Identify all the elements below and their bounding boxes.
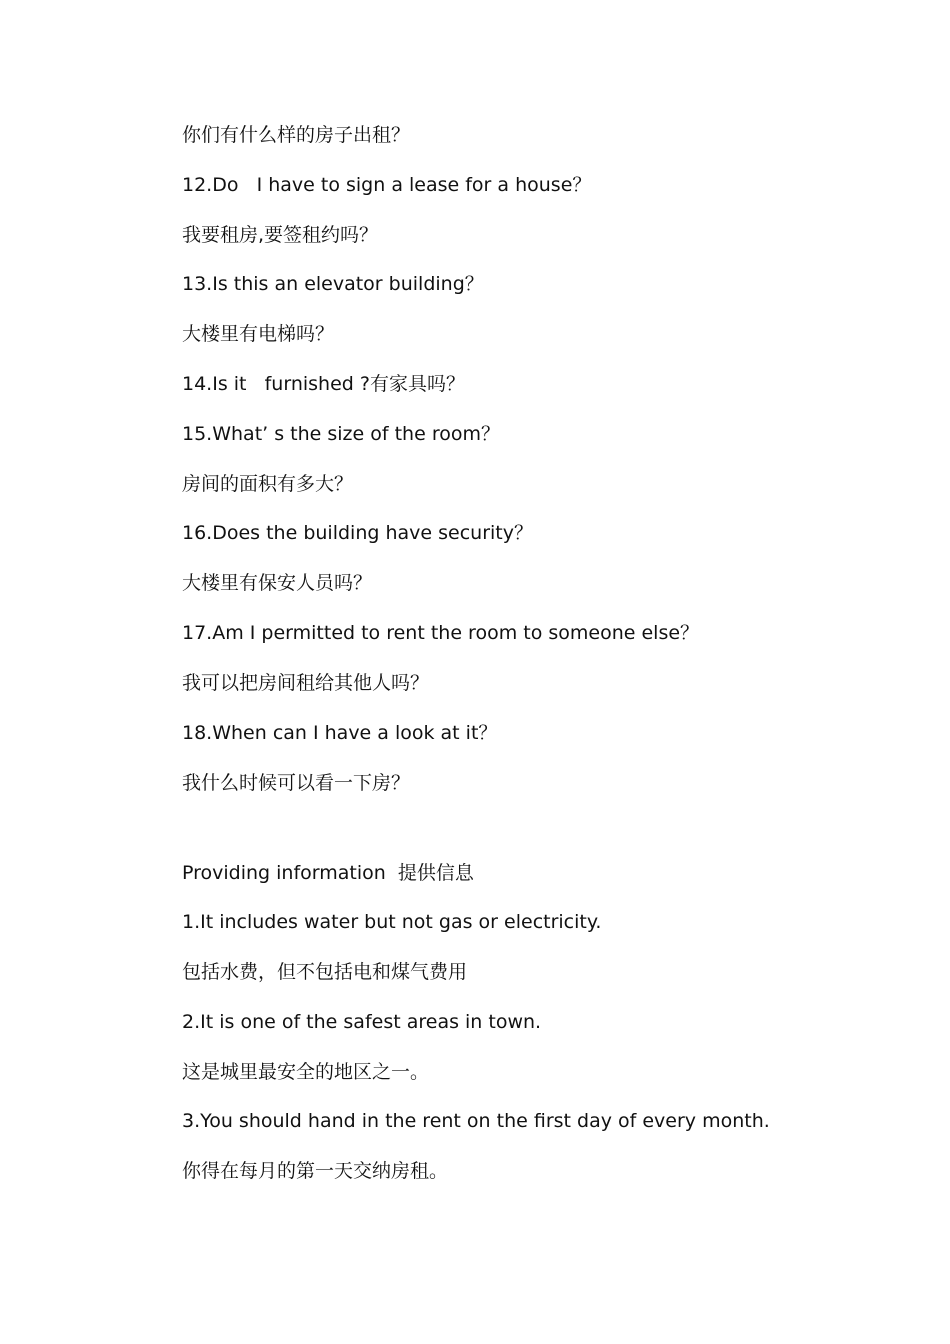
text-line: 我要租房,要签租约吗？ xyxy=(182,224,379,246)
text-line: 1.It includes water but not gas or electricity. xyxy=(182,911,602,933)
text-line: 2.It is one of the safest areas in town. xyxy=(182,1011,542,1033)
text-line: 我什么时候可以看一下房？ xyxy=(182,772,411,794)
text-line: 大楼里有电梯吗？ xyxy=(182,323,335,345)
text-line: 17.Am I permitted to rent the room to someone else？ xyxy=(182,622,700,644)
text-line: 12.Do I have to sign a lease for a house？ xyxy=(182,174,592,196)
text-line: 13.Is this an elevator building？ xyxy=(182,273,484,295)
text-line: 包括水费，但不包括电和煤气费用 xyxy=(182,961,468,983)
text-line: 3.You should hand in the rent on the first day of every month. xyxy=(182,1110,770,1132)
text-line: 这是城里最安全的地区之一。 xyxy=(182,1061,430,1083)
text-line: 大楼里有保安人员吗？ xyxy=(182,572,373,594)
section-heading: Providing information 提供信息 xyxy=(182,862,474,884)
text-line: 18.When can I have a look at it？ xyxy=(182,722,498,744)
text-line: 你得在每月的第一天交纳房租。 xyxy=(182,1160,449,1182)
text-line: 我可以把房间租给其他人吗？ xyxy=(182,672,430,694)
text-line: 14.Is it furnished ?有家具吗？ xyxy=(182,373,465,395)
text-line: 16.Does the building have security？ xyxy=(182,522,533,544)
text-line: 你们有什么样的房子出租？ xyxy=(182,124,411,146)
text-line: 15.What’ s the size of the room？ xyxy=(182,423,500,445)
text-line: 房间的面积有多大？ xyxy=(182,473,354,495)
